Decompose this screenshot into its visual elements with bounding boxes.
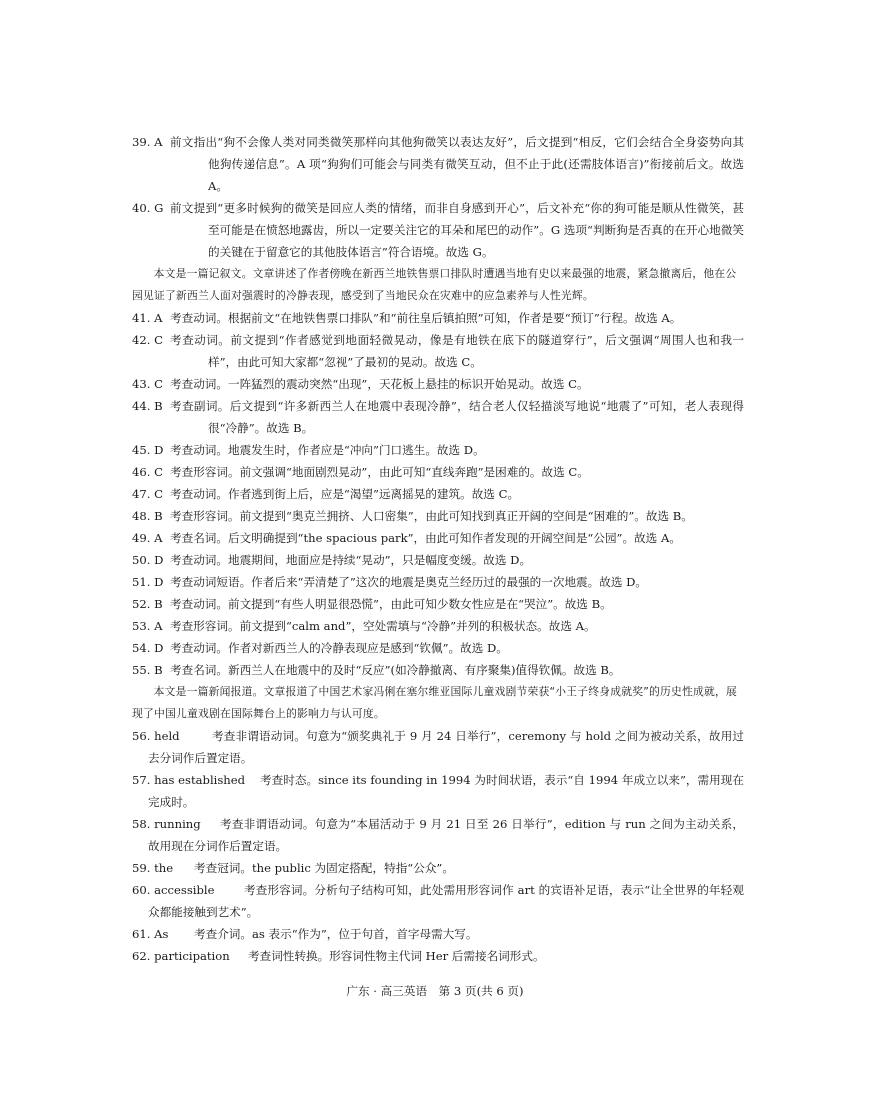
answer-number: 43. C — [132, 377, 163, 391]
answer-49 — [132, 527, 744, 549]
answers-39-40 — [132, 131, 744, 263]
passage-summary-1: 本文是一篇记叙文。文章讲述了作者傍晚在新西兰地铁售票口排队时遭遇当地有史以来最强的地震，紧急撤离后，他在公园见证了新西兰人面对强震时的冷静表现，感受到了当地民众在灾难中的应急素养与人性光辉。 — [132, 267, 737, 302]
answer-explanation: 考查动词。前文提到“作者感觉到地面轻微晃动，像是有地铁在底下的隧道穿行”，后文强调“周围人也和我一样”，由此可知大家都“忽视”了最初的晃动。故选 C。 — [170, 333, 744, 369]
answer-40 — [132, 197, 744, 263]
answer-explanation: 考查动词。前文提到“有些人明显很恐慌”，由此可知少数女性应是在“哭泣”。故选 B。 — [170, 597, 612, 611]
answer-number: 41. A — [132, 311, 163, 325]
answer-explanation: 前文指出“狗不会像人类对同类微笑那样向其他狗微笑以表达友好”，后文提到“相反，它们会结合全身姿势向其他狗传递信息”。A 项“狗狗们可能会与同类有微笑互动，但不止于此(还需肢体语言)”衔接前后文。故选 A。 — [170, 135, 744, 193]
answer-61 — [132, 923, 744, 945]
answer-explanation: 考查副词。后文提到“许多新西兰人在地震中表现冷静”，结合老人仅轻描淡写地说“地震了”可知，老人表现得很“冷静”。故选 B。 — [170, 399, 744, 435]
answer-number: 59. the — [132, 861, 174, 875]
answer-number: 61. As — [132, 927, 169, 941]
answer-explanation: 考查非谓语动词。句意为“颁奖典礼于 9 月 24 日举行”，ceremony 与 hold 之间为被动关系，故用过去分词作后置定语。 — [148, 729, 744, 765]
answer-explanation: 考查冠词。the public 为固定搭配，特指“公众”。 — [194, 861, 454, 875]
answer-explanation: 考查词性转换。形容词性物主代词 Her 后需接名词形式。 — [248, 949, 545, 963]
answer-explanation: 考查动词。作者对新西兰人的冷静表现应是感到“钦佩”。故选 D。 — [170, 641, 508, 655]
answer-explanation: 考查动词。作者逃到街上后，应是“渴望”远离摇晃的建筑。故选 C。 — [170, 487, 520, 501]
answers-56-62 — [132, 725, 744, 967]
answer-number: 47. C — [132, 487, 163, 501]
answer-number: 50. D — [132, 553, 164, 567]
answer-number: 42. C — [132, 333, 163, 347]
answer-explanation: 考查时态。since its founding in 1994 为时间状语，表示“自 1994 年成立以来”，需用现在完成时。 — [148, 773, 744, 809]
answer-number: 60. accessible — [132, 883, 215, 897]
answer-explanation: 考查形容词。前文提到“奥克兰拥挤、人口密集”，由此可知找到真正开阔的空间是“困难的”。故选 B。 — [170, 509, 693, 523]
answer-number: 62. participation — [132, 949, 230, 963]
answer-explanation: 考查介词。as 表示“作为”，位于句首，首字母需大写。 — [194, 927, 478, 941]
answer-explanation: 考查名词。后文明确提到“the spacious park”，由此可知作者发现的开阔空间是“公园”。故选 A。 — [170, 531, 681, 545]
answer-number: 49. A — [132, 531, 163, 545]
answer-number: 57. has established — [132, 773, 246, 787]
answer-number: 54. D — [132, 641, 164, 655]
answer-number: 39. A — [132, 135, 163, 149]
answer-47 — [132, 483, 744, 505]
answer-43 — [132, 373, 744, 395]
answer-explanation: 考查形容词。分析句子结构可知，此处需用形容词作 art 的宾语补足语，表示“让全世界的年轻观众都能接触到艺术”。 — [148, 883, 744, 919]
answer-number: 58. running — [132, 817, 201, 831]
answer-41 — [132, 307, 744, 329]
answer-explanation: 考查形容词。前文强调“地面剧烈晃动”，由此可知“直线奔跑”是困难的。故选 C。 — [170, 465, 589, 479]
answer-45 — [132, 439, 744, 461]
answer-48 — [132, 505, 744, 527]
answer-60 — [132, 879, 744, 923]
answer-explanation: 前文提到“更多时候狗的微笑是回应人类的情绪，而非自身感到开心”，后文补充“你的狗可能是顺从性微笑，甚至可能是在愤怒地露齿，所以一定要关注它的耳朵和尾巴的动作”。G 选项“判断狗是否真的在开心地微笑的关键在于留意它的其他肢体语言”符合语境。故选 G。 — [170, 201, 744, 259]
answer-55 — [132, 659, 744, 681]
answers-41-55 — [132, 307, 744, 681]
answer-number: 46. C — [132, 465, 163, 479]
answer-number: 55. B — [132, 663, 163, 677]
answer-62 — [132, 945, 744, 967]
answer-number: 52. B — [132, 597, 163, 611]
answer-42 — [132, 329, 744, 373]
answer-54 — [132, 637, 744, 659]
answer-number: 51. D — [132, 575, 164, 589]
answer-56 — [132, 725, 744, 769]
answer-39 — [132, 131, 744, 197]
answer-number: 44. B — [132, 399, 163, 413]
answer-number: 45. D — [132, 443, 164, 457]
answer-explanation: 考查动词。根据前文“在地铁售票口排队”和“前往皇后镇拍照”可知，作者是要“预订”行程。故选 A。 — [170, 311, 682, 325]
answer-53 — [132, 615, 744, 637]
answer-44 — [132, 395, 744, 439]
answer-explanation: 考查形容词。前文提到“calm and”，空处需填与“冷静”并列的积极状态。故选 A。 — [170, 619, 596, 633]
answer-explanation: 考查非谓语动词。句意为“本届活动于 9 月 21 日至 26 日举行”，edition 与 run 之间为主动关系，故用现在分词作后置定语。 — [148, 817, 744, 853]
page-footer: 广东 · 高三英语 第 3 页(共 6 页) — [346, 984, 524, 998]
answer-number: 40. G — [132, 201, 164, 215]
answer-explanation: 考查动词短语。作者后来“弄清楚了”这次的地震是奥克兰经历过的最强的一次地震。故选 D。 — [170, 575, 647, 589]
answer-explanation: 考查动词。地震期间，地面应是持续“晃动”，只是幅度变缓。故选 D。 — [170, 553, 532, 567]
answer-58 — [132, 813, 744, 857]
answer-51 — [132, 571, 744, 593]
answer-number: 53. A — [132, 619, 163, 633]
answer-explanation: 考查动词。一阵猛烈的震动突然“出现”，天花板上悬挂的标识开始晃动。故选 C。 — [170, 377, 589, 391]
answer-explanation: 考查动词。地震发生时，作者应是“冲向”门口逃生。故选 D。 — [170, 443, 485, 457]
passage-summary-2: 本文是一篇新闻报道。文章报道了中国艺术家冯俐在塞尔维亚国际儿童戏剧节荣获“小王子终身成就奖”的历史性成就，展现了中国儿童戏剧在国际舞台上的影响力与认可度。 — [132, 685, 738, 720]
answer-explanation: 考查名词。新西兰人在地震中的及时“反应”(如冷静撤离、有序聚集)值得钦佩。故选 B。 — [170, 663, 621, 677]
answer-59 — [132, 857, 744, 879]
answer-46 — [132, 461, 744, 483]
answer-50 — [132, 549, 744, 571]
answer-57 — [132, 769, 744, 813]
answer-content — [132, 131, 744, 967]
answer-number: 56. held — [132, 729, 180, 743]
answer-number: 48. B — [132, 509, 163, 523]
answer-52 — [132, 593, 744, 615]
